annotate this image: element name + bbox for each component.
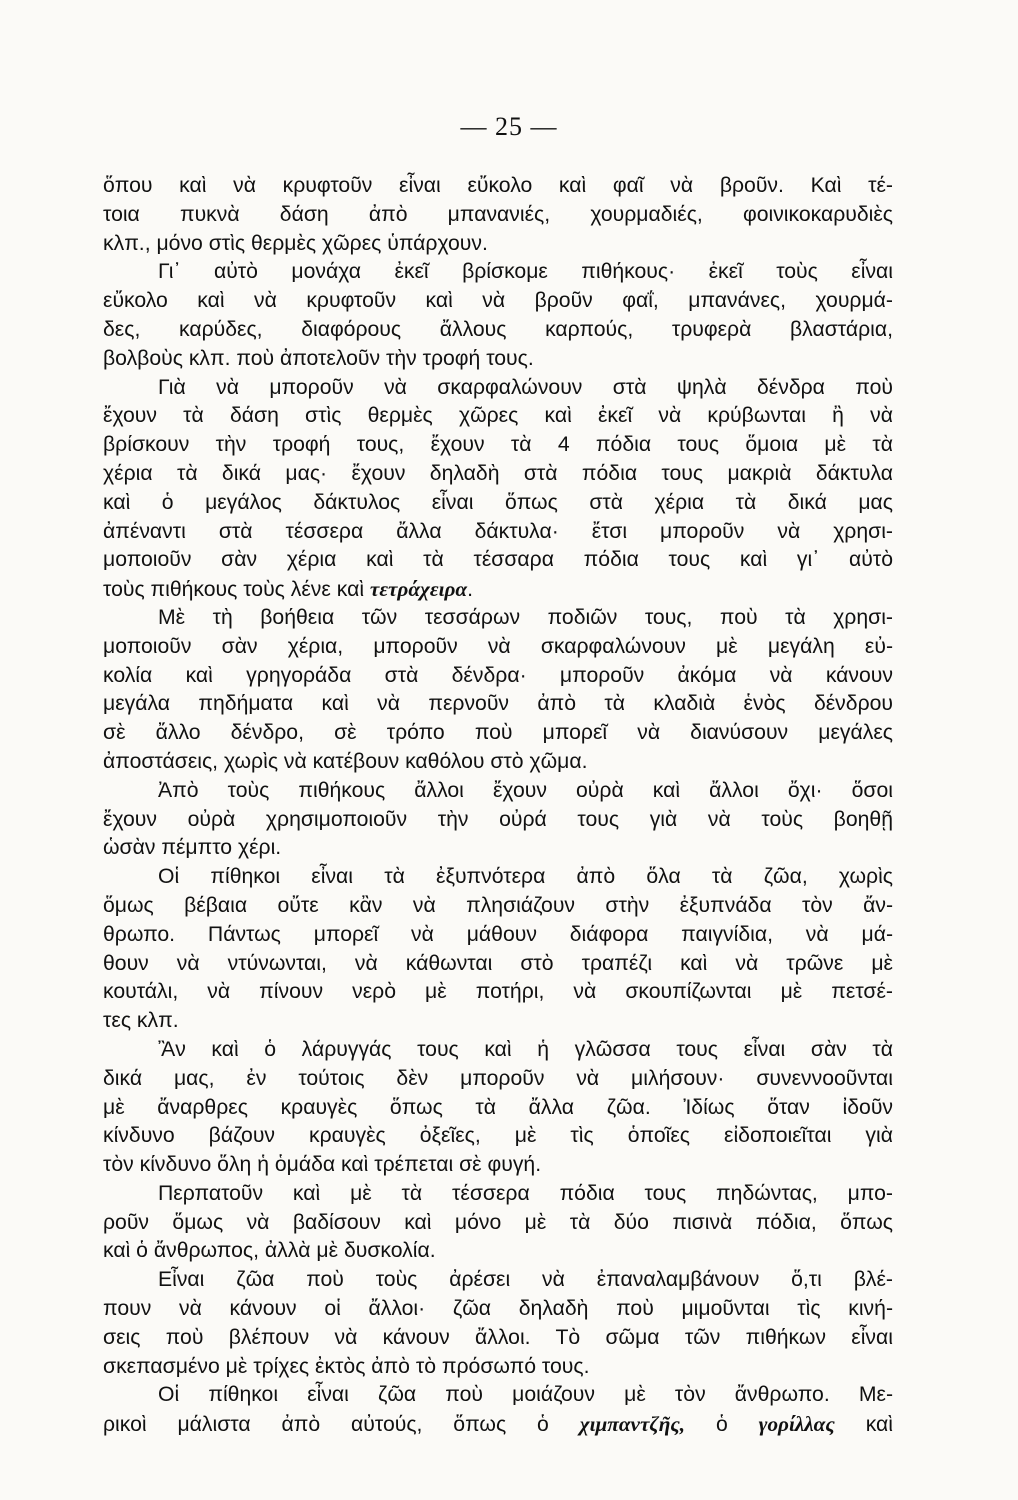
text-line xyxy=(103,863,893,892)
line-text: Ἀπὸ τοὺς πιθήκους ἄλλοι ἔχουν οὐρὰ καὶ ἄλλοι ὄχι· ὅσοι xyxy=(158,778,893,802)
line-text: κλπ., μόνο στὶς θερμὲς χῶρες ὑπάρχουν. xyxy=(103,231,488,255)
text-line xyxy=(103,546,893,575)
line-text: πουν νὰ κάνουν οἱ ἄλλοι· ζῶα δηλαδὴ ποὺ μιμοῦνται τὶς κινή- xyxy=(103,1297,893,1321)
emphasized-term: χιμπαντζῆς, xyxy=(579,1412,686,1437)
text-line xyxy=(103,374,893,403)
text-line xyxy=(103,172,893,201)
page-number: — 25 — xyxy=(460,112,558,141)
text-line xyxy=(103,1036,893,1065)
line-text: μοποιοῦν σὰν χέρια καὶ τὰ τέσσαρα πόδια τους καὶ γι᾿ αὐτὸ xyxy=(103,548,893,572)
text-line xyxy=(103,604,893,633)
text-line xyxy=(103,489,893,518)
text-line xyxy=(103,575,893,604)
line-text: Οἱ πίθηκοι εἶναι ζῶα ποὺ μοιάζουν μὲ τὸν ἄνθρωπο. Με- xyxy=(158,1383,893,1407)
text-line xyxy=(103,633,893,662)
text-line xyxy=(103,460,893,489)
text-line xyxy=(103,1353,893,1382)
text-line xyxy=(103,1180,893,1209)
line-text: σεις ποὺ βλέπουν νὰ κάνουν ἄλλοι. Τὸ σῶμα τῶν πιθήκων εἶναι xyxy=(103,1325,893,1349)
emphasized-term: τετράχειρα xyxy=(369,577,468,602)
line-text: ὅμως βέβαια οὔτε κἂν νὰ πλησιάζουν στὴν ἐξυπνάδα τὸν ἄν- xyxy=(103,893,893,917)
text-line xyxy=(103,1065,893,1094)
line-text: Γιὰ νὰ μποροῦν νὰ σκαρφαλώνουν στὰ ψηλὰ δένδρα ποὺ xyxy=(158,375,893,399)
line-text: ρικοὶ μάλιστα ἀπὸ αὐτούς, ὅπως ὁ xyxy=(103,1413,580,1437)
line-text: χέρια τὰ δικά μας· ἔχουν δηλαδὴ στὰ πόδια τους μακριὰ δάκτυλα xyxy=(103,461,893,485)
text-line xyxy=(103,748,893,777)
text-line xyxy=(103,287,893,316)
text-line xyxy=(103,719,893,748)
line-text: εὔκολο καὶ νὰ κρυφτοῦν καὶ νὰ βροῦν φαΐ, μπανάνες, χουρμά- xyxy=(103,289,893,313)
text-line xyxy=(103,518,893,547)
text-line xyxy=(103,345,893,374)
line-text: ἀποστάσεις, χωρὶς νὰ κατέβουν καθόλου στὸ χῶμα. xyxy=(103,749,588,773)
text-line xyxy=(103,1295,893,1324)
text-line xyxy=(103,201,893,230)
line-text: Οἱ πίθηκοι εἶναι τὰ ἐξυπνότερα ἀπὸ ὅλα τὰ ζῶα, χωρὶς xyxy=(158,865,893,889)
line-text: ὁ xyxy=(685,1413,759,1437)
line-text: βολβοὺς κλπ. ποὺ ἀποτελοῦν τὴν τροφή τους. xyxy=(103,346,534,370)
line-text: Γι᾿ αὐτὸ μονάχα ἐκεῖ βρίσκομε πιθήκους· ἐκεῖ τοὺς εἶναι xyxy=(158,260,893,284)
text-line xyxy=(103,316,893,345)
line-text: καὶ xyxy=(834,1413,893,1437)
line-text: δικά μας, ἐν τούτοις δὲν μποροῦν νὰ μιλήσουν· συνεννοοῦνται xyxy=(103,1066,893,1090)
text-line xyxy=(103,1410,893,1439)
text-line xyxy=(103,431,893,460)
line-text: μοποιοῦν σὰν χέρια, μποροῦν νὰ σκαρφαλώνουν μὲ μεγάλη εὐ- xyxy=(103,634,893,658)
text-line xyxy=(103,892,893,921)
line-text: Ἂν καὶ ὁ λάρυγγάς τους καὶ ἡ γλῶσσα τους εἶναι σὰν τὰ xyxy=(158,1037,893,1061)
line-text: θουν νὰ ντύνωνται, νὰ κάθωνται στὸ τραπέζι καὶ νὰ τρῶνε μὲ xyxy=(103,951,893,975)
line-text: τοια πυκνὰ δάση ἀπὸ μπανανιές, χουρμαδιές, φοινικοκαρυδιὲς xyxy=(103,202,893,226)
line-text: Μὲ τὴ βοήθεια τῶν τεσσάρων ποδιῶν τους, ποὺ τὰ χρησι- xyxy=(158,605,893,629)
text-line xyxy=(103,1237,893,1266)
line-text: σὲ ἄλλο δένδρο, σὲ τρόπο ποὺ μπορεῖ νὰ διανύσουν μεγάλες xyxy=(103,721,893,745)
text-line xyxy=(103,662,893,691)
line-text: Περπατοῦν καὶ μὲ τὰ τέσσερα πόδια τους πηδώντας, μπο- xyxy=(158,1181,893,1205)
line-text: ἔχουν τὰ δάση στὶς θερμὲς χῶρες καὶ ἐκεῖ νὰ κρύβωνται ἢ νὰ xyxy=(103,404,893,428)
text-line xyxy=(103,806,893,835)
text-line xyxy=(103,258,893,287)
line-text: καὶ ὁ ἄνθρωπος, ἀλλὰ μὲ δυσκολία. xyxy=(103,1239,436,1263)
text-line xyxy=(103,1209,893,1238)
text-line xyxy=(103,402,893,431)
line-text: ἔχουν οὐρὰ χρησιμοποιοῦν τὴν οὐρά τους γιὰ νὰ τοὺς βοηθῇ xyxy=(103,807,893,831)
line-text: καὶ ὁ μεγάλος δάκτυλος εἶναι ὅπως στὰ χέρια τὰ δικά μας xyxy=(103,490,893,514)
text-line xyxy=(103,1007,893,1036)
text-line xyxy=(103,1266,893,1295)
line-text: κουτάλι, νὰ πίνουν νερὸ μὲ ποτήρι, νὰ σκουπίζωνται μὲ πετσέ- xyxy=(103,980,893,1004)
line-text: μὲ ἄναρθρες κραυγὲς ὅπως τὰ ἄλλα ζῶα. Ἰδίως ὅταν ἰδοῦν xyxy=(103,1095,893,1119)
line-text: τοὺς πιθήκους τοὺς λένε καὶ xyxy=(103,578,370,602)
line-text: τὸν κίνδυνο ὅλη ἡ ὁμάδα καὶ τρέπεται σὲ φυγή. xyxy=(103,1153,542,1177)
body-text xyxy=(103,172,893,1439)
text-line xyxy=(103,978,893,1007)
text-line xyxy=(103,1324,893,1353)
line-text: μεγάλα πηδήματα καὶ νὰ περνοῦν ἀπὸ τὰ κλαδιὰ ἑνὸς δένδρου xyxy=(103,692,893,716)
line-text: . xyxy=(467,578,474,602)
text-line xyxy=(103,834,893,863)
line-text: σκεπασμένο μὲ τρίχες ἐκτὸς ἀπὸ τὸ πρόσωπό τους. xyxy=(103,1354,590,1378)
line-text: ἀπέναντι στὰ τέσσερα ἄλλα δάκτυλα· ἔτσι μποροῦν νὰ χρησι- xyxy=(103,519,893,543)
line-text: Εἶναι ζῶα ποὺ τοὺς ἀρέσει νὰ ἐπαναλαμβάνουν ὅ,τι βλέ- xyxy=(158,1268,893,1292)
text-line xyxy=(103,230,893,259)
text-line xyxy=(103,1381,893,1410)
line-text: δες, καρύδες, διαφόρους ἄλλους καρπούς, τρυφερὰ βλαστάρια, xyxy=(103,317,893,341)
text-line xyxy=(103,690,893,719)
line-text: τες κλπ. xyxy=(103,1009,179,1033)
text-line xyxy=(103,1094,893,1123)
text-line xyxy=(103,921,893,950)
text-line xyxy=(103,950,893,979)
text-line xyxy=(103,777,893,806)
text-line xyxy=(103,1151,893,1180)
line-text: κολία καὶ γρηγοράδα στὰ δένδρα· μποροῦν ἀκόμα νὰ κάνουν xyxy=(103,663,893,687)
line-text: βρίσκουν τὴν τροφή τους, ἔχουν τὰ 4 πόδια τους ὅμοια μὲ τὰ xyxy=(103,433,893,457)
line-text: ὡσὰν πέμπτο χέρι. xyxy=(103,836,282,860)
text-line xyxy=(103,1122,893,1151)
line-text: κίνδυνο βάζουν κραυγὲς ὀξεῖες, μὲ τὶς ὁποῖες εἰδοποιεῖται γιὰ xyxy=(103,1124,893,1148)
emphasized-term: γορίλλας xyxy=(758,1412,835,1437)
line-text: ροῦν ὅμως νὰ βαδίσουν καὶ μόνο μὲ τὰ δύο πισινὰ πόδια, ὅπως xyxy=(103,1210,893,1234)
line-text: ὅπου καὶ νὰ κρυφτοῦν εἶναι εὔκολο καὶ φαῖ νὰ βροῦν. Καὶ τέ- xyxy=(103,174,893,197)
line-text: θρωπο. Πάντως μπορεῖ νὰ μάθουν διάφορα παιγνίδια, νὰ μά- xyxy=(103,922,893,946)
